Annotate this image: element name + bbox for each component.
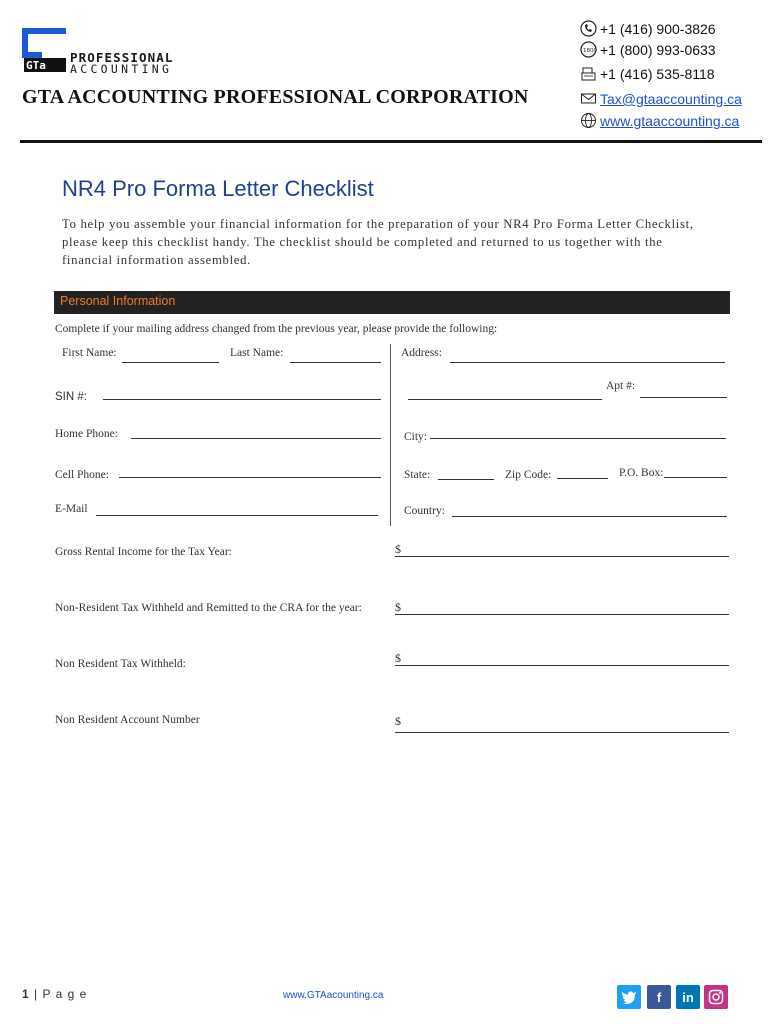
contact-email xyxy=(580,90,742,107)
page-label: | P a g e xyxy=(34,987,88,1001)
first-name-field[interactable] xyxy=(122,362,219,363)
logo-text-accounting: ACCOUNTING xyxy=(70,62,173,76)
address-field[interactable] xyxy=(450,362,725,363)
email-icon xyxy=(580,90,597,107)
page-indicator xyxy=(22,987,87,1001)
instruction-text: Complete if your mailing address changed from the previous year, please provide the following: xyxy=(55,323,498,335)
contact-website xyxy=(580,112,739,129)
header-divider xyxy=(20,140,762,143)
tax-withheld-remitted-field[interactable] xyxy=(395,614,729,615)
fax-number: +1 (416) 535-8118 xyxy=(600,66,715,82)
facebook-icon[interactable]: f xyxy=(647,985,671,1009)
page-title: NR4 Pro Forma Letter Checklist xyxy=(62,176,374,201)
cell-phone-field[interactable] xyxy=(119,477,381,478)
currency-symbol: $ xyxy=(395,651,401,665)
fax-icon xyxy=(580,65,597,82)
tax-withheld-label: Non Resident Tax Withheld: xyxy=(55,658,186,670)
home-phone-label: Home Phone: xyxy=(55,428,118,440)
gross-rental-income-field[interactable] xyxy=(395,556,729,557)
instagram-icon[interactable] xyxy=(704,985,728,1009)
logo-text-professional: PROFESSIONAL xyxy=(70,50,174,65)
po-box-field[interactable] xyxy=(664,477,727,478)
section-title: Personal Information xyxy=(60,294,176,308)
globe-icon xyxy=(580,112,597,129)
contact-toll-free xyxy=(580,41,716,58)
column-divider xyxy=(390,344,391,526)
country-label: Country: xyxy=(404,505,445,517)
apt-label: Apt #: xyxy=(606,380,636,392)
city-field[interactable] xyxy=(430,438,726,439)
section-header-personal xyxy=(54,291,730,314)
address-line2-field[interactable] xyxy=(408,399,602,400)
first-name-label: First Name: xyxy=(62,347,117,359)
currency-symbol: $ xyxy=(395,714,401,728)
sin-label: SIN #: xyxy=(55,391,87,403)
phone-icon xyxy=(580,20,597,37)
contact-phone xyxy=(580,20,716,37)
account-number-label: Non Resident Account Number xyxy=(55,714,200,726)
linkedin-icon[interactable]: in xyxy=(676,985,700,1009)
last-name-label: Last Name: xyxy=(230,347,284,359)
email-field[interactable] xyxy=(96,515,378,516)
sin-field[interactable] xyxy=(103,399,381,400)
intro-paragraph: To help you assemble your financial information for the preparation of your NR4 Pro Forma Letter Checklist, please keep this checklist handy. The checklist should be completed and returned to us together with the financial information assembled. xyxy=(62,217,694,267)
phone-number: +1 (416) 900-3826 xyxy=(600,21,716,37)
last-name-field[interactable] xyxy=(290,362,381,363)
country-field[interactable] xyxy=(452,516,727,517)
tax-withheld-remitted-label: Non-Resident Tax Withheld and Remitted to the CRA for the year: xyxy=(55,602,362,614)
apt-field[interactable] xyxy=(640,397,727,398)
account-number-field[interactable] xyxy=(395,732,729,733)
footer-website[interactable]: www.GTAacounting.ca xyxy=(283,990,384,1001)
toll-free-icon xyxy=(580,41,597,58)
state-field[interactable] xyxy=(438,479,494,480)
cell-phone-label: Cell Phone: xyxy=(55,469,109,481)
address-label: Address: xyxy=(401,347,442,359)
currency-symbol: $ xyxy=(395,542,401,556)
zip-code-label: Zip Code: xyxy=(505,469,552,481)
tax-withheld-field[interactable] xyxy=(395,665,729,666)
website-link[interactable]: www.gtaaccounting.ca xyxy=(600,113,740,129)
city-label: City: xyxy=(404,431,428,443)
page-number: 1 xyxy=(22,987,30,1001)
home-phone-field[interactable] xyxy=(131,438,381,439)
gross-rental-income-label: Gross Rental Income for the Tax Year: xyxy=(55,546,232,558)
twitter-icon[interactable] xyxy=(617,985,641,1009)
gta-logo-mark xyxy=(22,28,68,72)
company-name: GTA ACCOUNTING PROFESSIONAL CORPORATION xyxy=(22,86,529,108)
currency-symbol: $ xyxy=(395,600,401,614)
contact-fax xyxy=(580,65,715,82)
email-link[interactable]: Tax@gtaaccounting.ca xyxy=(600,91,742,107)
email-label: E-Mail xyxy=(55,503,88,515)
po-box-label: P.O. Box: xyxy=(619,467,664,479)
zip-code-field[interactable] xyxy=(557,478,608,479)
state-label: State: xyxy=(404,469,431,481)
svg-text:GTa: GTa xyxy=(26,59,46,72)
toll-free-number: +1 (800) 993-0633 xyxy=(600,42,716,58)
svg-text:1800: 1800 xyxy=(583,48,597,54)
